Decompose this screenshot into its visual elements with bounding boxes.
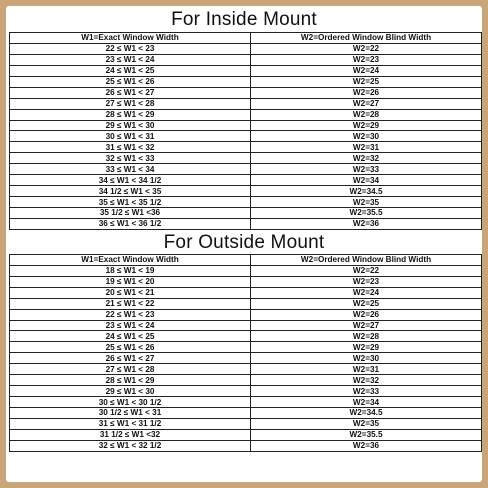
table-row: [10, 43, 482, 54]
exact-width-range-cell: 33 ≤ W1 < 34: [10, 164, 251, 175]
exact-width-range-cell: 19 ≤ W1 < 20: [10, 276, 251, 287]
table-row: [10, 287, 482, 298]
outside-mount-table: [9, 254, 482, 452]
exact-width-range-cell: 25 ≤ W1 < 26: [10, 76, 251, 87]
exact-width-range-cell: 23 ≤ W1 < 24: [10, 320, 251, 331]
ordered-width-cell: W2=34: [251, 175, 482, 186]
exact-width-range-cell: 22 ≤ W1 < 23: [10, 43, 251, 54]
exact-width-range-cell: 22 ≤ W1 < 23: [10, 309, 251, 320]
outside-mount-title: For Outside Mount: [163, 231, 325, 253]
table-row: [10, 386, 482, 397]
ordered-width-cell: W2=24: [251, 287, 482, 298]
ordered-width-cell: W2=36: [251, 440, 482, 451]
ordered-width-cell: W2=35: [251, 197, 482, 208]
inside-header-ordered-width: W2=Ordered Window Blind Width: [251, 33, 482, 44]
ordered-width-cell: W2=32: [251, 375, 482, 386]
exact-width-range-cell: 28 ≤ W1 < 29: [10, 375, 251, 386]
exact-width-range-cell: 32 ≤ W1 < 32 1/2: [10, 440, 251, 451]
exact-width-range-cell: 32 ≤ W1 < 33: [10, 153, 251, 164]
table-row: [10, 197, 482, 208]
exact-width-range-cell: 18 ≤ W1 < 19: [10, 265, 251, 276]
exact-width-range-cell: 23 ≤ W1 < 24: [10, 54, 251, 65]
ordered-width-cell: W2=25: [251, 298, 482, 309]
ordered-width-cell: W2=30: [251, 353, 482, 364]
ordered-width-cell: W2=29: [251, 342, 482, 353]
table-row: [10, 309, 482, 320]
inside-mount-header-row: [10, 33, 482, 44]
table-row: [10, 131, 482, 142]
exact-width-range-cell: 27 ≤ W1 < 28: [10, 98, 251, 109]
ordered-width-cell: W2=33: [251, 164, 482, 175]
exact-width-range-cell: 24 ≤ W1 < 25: [10, 65, 251, 76]
size-chart-card: [6, 6, 482, 482]
ordered-width-cell: W2=24: [251, 65, 482, 76]
ordered-width-cell: W2=23: [251, 276, 482, 287]
exact-width-range-cell: 36 ≤ W1 < 36 1/2: [10, 218, 251, 229]
exact-width-range-cell: 34 ≤ W1 < 34 1/2: [10, 175, 251, 186]
ordered-width-cell: W2=30: [251, 131, 482, 142]
ordered-width-cell: W2=25: [251, 76, 482, 87]
inside-mount-table-body: [10, 33, 482, 230]
ordered-width-cell: W2=22: [251, 265, 482, 276]
exact-width-range-cell: 26 ≤ W1 < 27: [10, 87, 251, 98]
outside-header-exact-width: W1=Exact Window Width: [10, 254, 251, 265]
table-row: [10, 408, 482, 419]
table-row: [10, 397, 482, 408]
exact-width-range-cell: 26 ≤ W1 < 27: [10, 353, 251, 364]
exact-width-range-cell: 31 ≤ W1 < 31 1/2: [10, 418, 251, 429]
ordered-width-cell: W2=26: [251, 309, 482, 320]
exact-width-range-cell: 34 1/2 ≤ W1 < 35: [10, 186, 251, 197]
ordered-width-cell: W2=34.5: [251, 186, 482, 197]
ordered-width-cell: W2=28: [251, 331, 482, 342]
ordered-width-cell: W2=35: [251, 418, 482, 429]
table-row: [10, 429, 482, 440]
exact-width-range-cell: 31 1/2 ≤ W1 <32: [10, 429, 251, 440]
exact-width-range-cell: 35 ≤ W1 < 35 1/2: [10, 197, 251, 208]
table-row: [10, 65, 482, 76]
ordered-width-cell: W2=32: [251, 153, 482, 164]
outside-mount-table-body: [10, 254, 482, 451]
inside-header-exact-width: W1=Exact Window Width: [10, 33, 251, 44]
table-row: [10, 98, 482, 109]
ordered-width-cell: W2=35.5: [251, 429, 482, 440]
table-row: [10, 54, 482, 65]
exact-width-range-cell: 31 ≤ W1 < 32: [10, 142, 251, 153]
table-row: [10, 353, 482, 364]
ordered-width-cell: W2=33: [251, 386, 482, 397]
ordered-width-cell: W2=29: [251, 120, 482, 131]
ordered-width-cell: W2=26: [251, 87, 482, 98]
exact-width-range-cell: 30 1/2 ≤ W1 < 31: [10, 408, 251, 419]
table-row: [10, 218, 482, 229]
exact-width-range-cell: 24 ≤ W1 < 25: [10, 331, 251, 342]
table-row: [10, 186, 482, 197]
table-row: [10, 298, 482, 309]
table-row: [10, 265, 482, 276]
table-row: [10, 142, 482, 153]
ordered-width-cell: W2=34: [251, 397, 482, 408]
table-row: [10, 175, 482, 186]
table-row: [10, 164, 482, 175]
ordered-width-cell: W2=34.5: [251, 408, 482, 419]
ordered-width-cell: W2=35.5: [251, 208, 482, 219]
table-row: [10, 109, 482, 120]
table-row: [10, 342, 482, 353]
exact-width-range-cell: 30 ≤ W1 < 30 1/2: [10, 397, 251, 408]
exact-width-range-cell: 21 ≤ W1 < 22: [10, 298, 251, 309]
exact-width-range-cell: 20 ≤ W1 < 21: [10, 287, 251, 298]
ordered-width-cell: W2=22: [251, 43, 482, 54]
ordered-width-cell: W2=27: [251, 320, 482, 331]
ordered-width-cell: W2=28: [251, 109, 482, 120]
exact-width-range-cell: 28 ≤ W1 < 29: [10, 109, 251, 120]
table-row: [10, 120, 482, 131]
ordered-width-cell: W2=23: [251, 54, 482, 65]
ordered-width-cell: W2=36: [251, 218, 482, 229]
table-row: [10, 320, 482, 331]
table-row: [10, 331, 482, 342]
table-row: [10, 276, 482, 287]
inside-mount-table: [9, 32, 482, 230]
table-row: [10, 440, 482, 451]
table-row: [10, 375, 482, 386]
exact-width-range-cell: 35 1/2 ≤ W1 <36: [10, 208, 251, 219]
table-row: [10, 364, 482, 375]
ordered-width-cell: W2=31: [251, 142, 482, 153]
ordered-width-cell: W2=31: [251, 364, 482, 375]
ordered-width-cell: W2=27: [251, 98, 482, 109]
exact-width-range-cell: 29 ≤ W1 < 30: [10, 120, 251, 131]
exact-width-range-cell: 29 ≤ W1 < 30: [10, 386, 251, 397]
table-row: [10, 418, 482, 429]
table-row: [10, 208, 482, 219]
exact-width-range-cell: 27 ≤ W1 < 28: [10, 364, 251, 375]
exact-width-range-cell: 25 ≤ W1 < 26: [10, 342, 251, 353]
table-row: [10, 87, 482, 98]
table-row: [10, 76, 482, 87]
exact-width-range-cell: 30 ≤ W1 < 31: [10, 131, 251, 142]
outside-header-ordered-width: W2=Ordered Window Blind Width: [251, 254, 482, 265]
inside-mount-title: For Inside Mount: [171, 9, 317, 30]
table-row: [10, 153, 482, 164]
outside-mount-header-row: [10, 254, 482, 265]
